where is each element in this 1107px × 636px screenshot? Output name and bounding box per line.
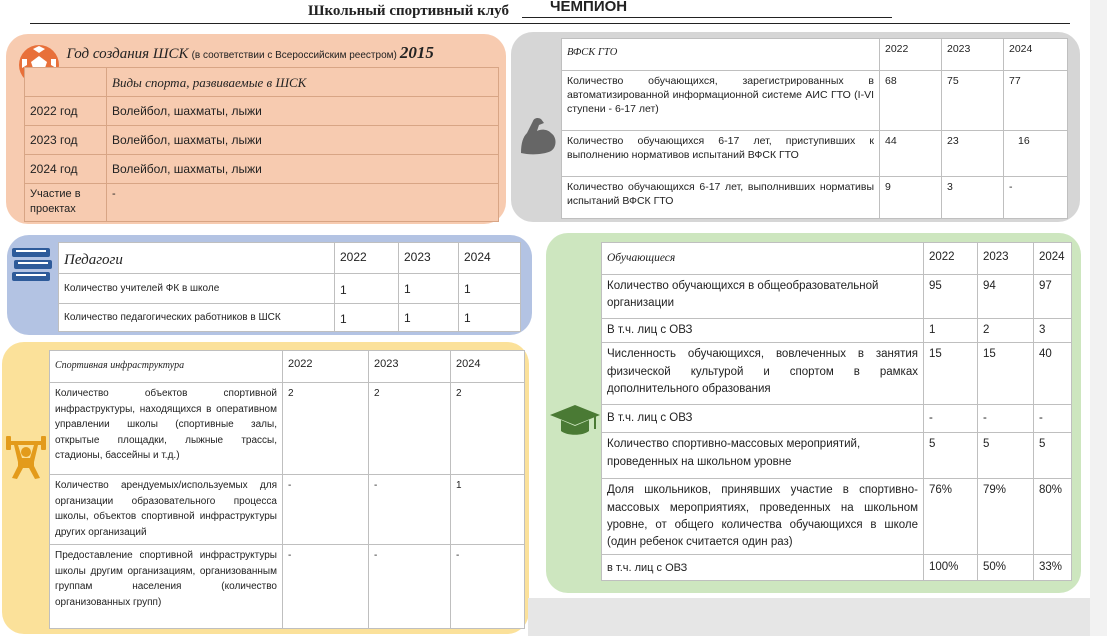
gto-row-label: Количество обучающихся 6-17 лет, выполнивших нормативы испытаний ВФСК ГТО xyxy=(562,177,880,219)
infrastructure-year: 2024 xyxy=(451,351,525,383)
infrastructure-row-label: Количество объектов спортивной инфраструктуры, находящихся в оперативном управлении школы (спортивные залы, открытые площадки, лыжные трассы, стадионы, бассейны и т.д.) xyxy=(50,383,283,475)
infrastructure-value: 1 xyxy=(451,475,525,545)
students-value: - xyxy=(924,405,978,433)
infrastructure-value: - xyxy=(451,545,525,629)
gto-value: 68 xyxy=(880,71,942,131)
students-row-label: В т.ч. лиц с ОВЗ xyxy=(602,405,924,433)
gto-year: 2022 xyxy=(880,39,942,71)
teachers-value: 1 xyxy=(399,304,459,332)
students-value: 95 xyxy=(924,275,978,319)
teachers-year: 2022 xyxy=(335,243,399,274)
students-row-label: Доля школьников, принявших участие в спортивно-массовых мероприятиях, проведенных на школьном уровне, от общего количества обучающихся в школе (один ребенок считается один раз) xyxy=(602,479,924,555)
students-value: 1 xyxy=(924,319,978,343)
students-value: 76% xyxy=(924,479,978,555)
gto-value: - xyxy=(1004,177,1068,219)
infrastructure-year: 2023 xyxy=(369,351,451,383)
header xyxy=(30,0,1070,24)
students-value: - xyxy=(978,405,1034,433)
gto-title: ВФСК ГТО xyxy=(562,39,880,71)
gto-value: 77 xyxy=(1004,71,1068,131)
students-value: 80% xyxy=(1034,479,1072,555)
students-title: Обучающиеся xyxy=(602,243,924,275)
teachers-row-label: Количество учителей ФК в школе xyxy=(59,274,335,304)
teachers-year: 2024 xyxy=(459,243,521,274)
students-value: - xyxy=(1034,405,1072,433)
sports-year-value: Волейбол, шахматы, лыжи xyxy=(107,125,499,154)
teachers-title: Педагоги xyxy=(59,243,335,274)
sports-year-label: 2022 год xyxy=(25,96,107,125)
sports-header: Виды спорта, развиваемые в ШСК xyxy=(107,67,499,96)
students-value: 15 xyxy=(924,343,978,405)
students-value: 50% xyxy=(978,555,1034,581)
gto-value: 9 xyxy=(880,177,942,219)
gto-table xyxy=(561,38,1068,219)
gto-value: 23 xyxy=(942,131,1004,177)
teachers-value: 1 xyxy=(459,274,521,304)
gto-year: 2024 xyxy=(1004,39,1068,71)
students-value: 5 xyxy=(1034,433,1072,479)
gto-value: 75 xyxy=(942,71,1004,131)
sports-year-label: 2023 год xyxy=(25,125,107,154)
teachers-value: 1 xyxy=(399,274,459,304)
school-club-title-note: (в соответствии с Всероссийским реестром) xyxy=(191,50,397,61)
flexed-arm-icon xyxy=(517,115,559,157)
infrastructure-row-label: Количество арендуемых/используемых для организации образовательного процесса школы, объектов спортивной инфраструктуры других организаций xyxy=(50,475,283,545)
infrastructure-value: 2 xyxy=(369,383,451,475)
students-year: 2022 xyxy=(924,243,978,275)
students-value: 5 xyxy=(978,433,1034,479)
projects-value: - xyxy=(107,183,499,221)
infrastructure-table xyxy=(49,350,525,629)
students-value: 97 xyxy=(1034,275,1072,319)
books-icon xyxy=(10,244,54,284)
gto-value: 44 xyxy=(880,131,942,177)
teachers-table xyxy=(58,242,521,332)
students-value: 100% xyxy=(924,555,978,581)
sports-year-value: Волейбол, шахматы, лыжи xyxy=(107,96,499,125)
club-name: ЧЕМПИОН xyxy=(522,0,892,18)
infrastructure-title: Спортивная инфраструктура xyxy=(50,351,283,383)
school-club-title: Год создания ШСК xyxy=(66,46,189,62)
students-value: 79% xyxy=(978,479,1034,555)
students-value: 15 xyxy=(978,343,1034,405)
infrastructure-value: - xyxy=(369,475,451,545)
infrastructure-value: 2 xyxy=(283,383,369,475)
teachers-value: 1 xyxy=(335,274,399,304)
teachers-value: 1 xyxy=(335,304,399,332)
students-value: 5 xyxy=(924,433,978,479)
students-year: 2023 xyxy=(978,243,1034,275)
gto-year: 2023 xyxy=(942,39,1004,71)
students-row-label: Количество обучающихся в общеобразовательной организации xyxy=(602,275,924,319)
club-title: Школьный спортивный клуб xyxy=(308,3,509,19)
students-table xyxy=(601,242,1072,581)
teachers-row-label: Количество педагогических работников в ШСК xyxy=(59,304,335,332)
teachers-value: 1 xyxy=(459,304,521,332)
infrastructure-row-label: Предоставление спортивной инфраструктуры школы другим организациям, организованным группам населения (количество организованных групп) xyxy=(50,545,283,629)
scrollbar-track[interactable] xyxy=(1090,0,1107,636)
sports-year-value: Волейбол, шахматы, лыжи xyxy=(107,154,499,183)
infrastructure-year: 2022 xyxy=(283,351,369,383)
infrastructure-value: - xyxy=(283,545,369,629)
infrastructure-value: 2 xyxy=(451,383,525,475)
gto-value: 16 xyxy=(1004,131,1068,177)
teachers-year: 2023 xyxy=(399,243,459,274)
gto-value: 3 xyxy=(942,177,1004,219)
gto-row-label: Количество обучающихся, зарегистрированных в автоматизированной информационной системе АИС ГТО (I-VI ступени - 6-17 лет) xyxy=(562,71,880,131)
school-club-year: 2015 xyxy=(399,43,434,62)
weightlifter-icon xyxy=(4,432,48,480)
projects-label: Участие в проектах xyxy=(25,183,107,221)
students-row-label: Количество спортивно-массовых мероприятий, проведенных на школьном уровне xyxy=(602,433,924,479)
students-value: 40 xyxy=(1034,343,1072,405)
students-value: 3 xyxy=(1034,319,1072,343)
sports-year-label: 2024 год xyxy=(25,154,107,183)
students-value: 2 xyxy=(978,319,1034,343)
graduation-cap-icon xyxy=(549,403,601,439)
infrastructure-value: - xyxy=(283,475,369,545)
students-year: 2024 xyxy=(1034,243,1072,275)
viewport-background xyxy=(528,598,1107,636)
students-row-label: в т.ч. лиц с ОВЗ xyxy=(602,555,924,581)
students-value: 33% xyxy=(1034,555,1072,581)
students-row-label: Численность обучающихся, вовлеченных в занятия физической культурой и спортом в рамках дополнительного образования xyxy=(602,343,924,405)
gto-row-label: Количество обучающихся 6-17 лет, приступивших к выполнению нормативов испытаний ВФСК ГТО xyxy=(562,131,880,177)
infrastructure-value: - xyxy=(369,545,451,629)
school-club-table xyxy=(24,40,499,222)
students-value: 94 xyxy=(978,275,1034,319)
students-row-label: В т.ч. лиц с ОВЗ xyxy=(602,319,924,343)
